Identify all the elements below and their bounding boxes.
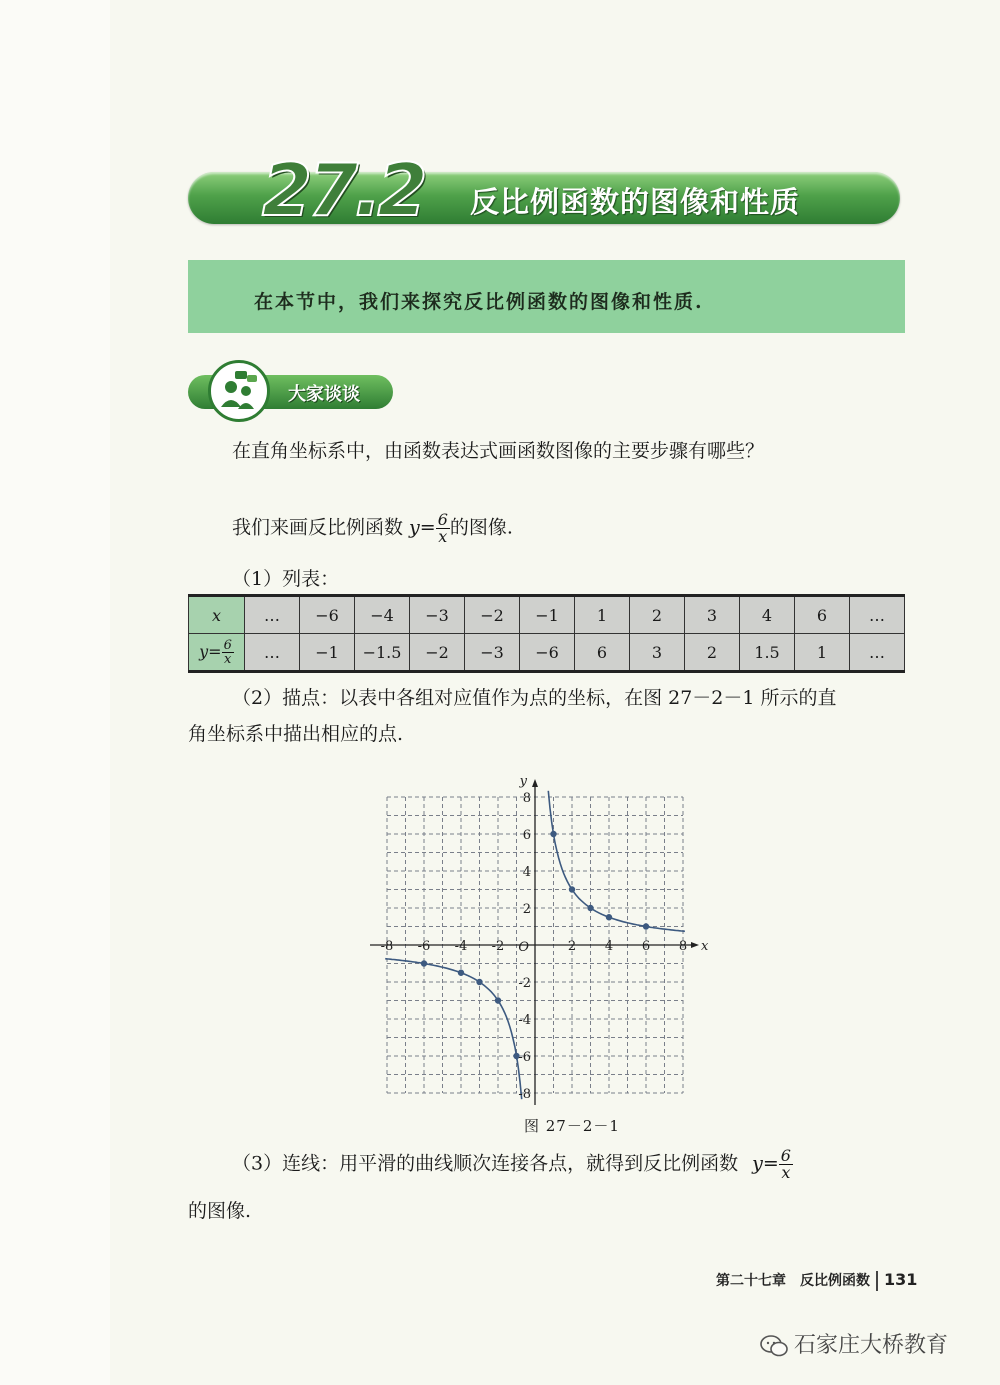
lead-denominator: x <box>438 527 448 546</box>
table-cell-x-8: 3 <box>685 596 740 634</box>
data-point <box>476 979 482 985</box>
step3-line2: 的图像. <box>188 1200 252 1222</box>
table-row-x <box>189 596 905 634</box>
x-axis-label: x <box>701 939 709 954</box>
lead-fraction <box>436 512 450 545</box>
table-cell-y-1: −1 <box>300 634 355 672</box>
footer-divider <box>876 1271 878 1291</box>
x-tick-label: 2 <box>567 939 577 954</box>
step3-text: （3）连线：用平滑的曲线顺次连接各点，就得到反比例函数 <box>232 1152 739 1175</box>
y-tick-label: -8 <box>518 1087 531 1102</box>
lead-sentence <box>232 512 513 545</box>
lead-before: 我们来画反比例函数 <box>232 516 410 539</box>
table-header-x: x <box>189 596 245 634</box>
page-footer <box>716 1270 917 1291</box>
intro-box <box>188 260 905 333</box>
data-point <box>606 914 612 920</box>
table-cell-x-2: −4 <box>355 596 410 634</box>
step3-line1 <box>232 1148 793 1181</box>
x-tick-label: -6 <box>417 939 431 954</box>
step3-numerator: 6 <box>780 1146 791 1165</box>
y-tick-label: 2 <box>522 902 531 917</box>
table-cell-y-9: 1.5 <box>740 634 795 672</box>
y-tick-label: -2 <box>518 976 531 991</box>
table-cell-x-11: … <box>850 596 905 634</box>
x-axis-arrow <box>691 942 699 948</box>
data-point <box>550 831 556 837</box>
step3-denominator: x <box>781 1163 791 1182</box>
table-cell-x-3: −3 <box>410 596 465 634</box>
table-cell-x-0: … <box>245 596 300 634</box>
section-number: 27.2 <box>262 148 424 232</box>
table-cell-x-10: 6 <box>795 596 850 634</box>
table-row-y <box>189 634 905 672</box>
discuss-label: 大家谈谈 <box>288 384 360 405</box>
lead-numerator: 6 <box>437 510 448 529</box>
x-tick-label: -8 <box>380 939 394 954</box>
y-tick-label: -4 <box>518 1013 531 1028</box>
table-cell-y-0: … <box>245 634 300 672</box>
table-y-lhs: y= <box>199 641 222 661</box>
step2-line2: 角坐标系中描出相应的点. <box>188 723 404 745</box>
x-tick-label: -4 <box>454 939 468 954</box>
lead-after: 的图像. <box>449 516 513 539</box>
value-table <box>188 594 905 673</box>
table-cell-y-2: −1.5 <box>355 634 410 672</box>
x-tick-label: 4 <box>604 939 614 954</box>
x-tick-label: -2 <box>491 939 505 954</box>
step3-fraction <box>779 1148 793 1181</box>
discuss-people-icon <box>208 360 270 422</box>
data-point <box>495 997 501 1003</box>
table-y-fraction <box>222 639 234 666</box>
x-tick-label: 6 <box>641 939 651 954</box>
data-point <box>587 905 593 911</box>
origin-label: O <box>518 940 529 955</box>
data-point <box>421 960 427 966</box>
intro-text: 在本节中，我们来探究反比例函数的图像和性质. <box>254 291 704 313</box>
watermark <box>760 1328 948 1359</box>
table-cell-y-4: −3 <box>465 634 520 672</box>
table-cell-y-3: −2 <box>410 634 465 672</box>
table-cell-x-6: 1 <box>575 596 630 634</box>
table-cell-x-9: 4 <box>740 596 795 634</box>
step2-line1: （2）描点：以表中各组对应值作为点的坐标，在图 27－2－1 所示的直 <box>232 687 837 709</box>
footer-chapter: 第二十七章 反比例函数 <box>716 1273 870 1289</box>
table-cell-y-7: 3 <box>630 634 685 672</box>
x-tick-label: 8 <box>678 939 688 954</box>
y-tick-label: 6 <box>522 828 531 843</box>
step1-label: （1）列表： <box>232 568 340 590</box>
tick-labels <box>381 774 709 1102</box>
table-cell-x-1: −6 <box>300 596 355 634</box>
discuss-question: 在直角坐标系中，由函数表达式画函数图像的主要步骤有哪些？ <box>232 440 765 462</box>
table-cell-y-6: 6 <box>575 634 630 672</box>
watermark-text: 石家庄大桥教育 <box>794 1333 949 1358</box>
y-axis-label: y <box>519 774 527 789</box>
table-cell-y-10: 1 <box>795 634 850 672</box>
page-number: 131 <box>884 1270 918 1289</box>
table-cell-x-5: −1 <box>520 596 575 634</box>
lead-func-lhs: y= <box>409 516 436 539</box>
table-y-numerator: 6 <box>223 637 232 653</box>
table-cell-x-7: 2 <box>630 596 685 634</box>
data-point <box>643 923 649 929</box>
table-cell-y-5: −6 <box>520 634 575 672</box>
y-tick-label: -6 <box>518 1050 531 1065</box>
y-axis-arrow <box>532 779 538 787</box>
step3-func-lhs: y= <box>752 1152 779 1175</box>
data-point <box>569 886 575 892</box>
table-y-denominator: x <box>224 651 232 667</box>
table-header-y <box>189 634 245 672</box>
table-cell-x-4: −2 <box>465 596 520 634</box>
coordinate-chart <box>370 765 720 1105</box>
data-point <box>458 970 464 976</box>
table-cell-y-8: 2 <box>685 634 740 672</box>
wechat-icon <box>760 1335 788 1357</box>
y-tick-label: 8 <box>522 791 531 806</box>
figure-caption: 图 27－2－1 <box>524 1117 620 1135</box>
y-tick-label: 4 <box>522 865 531 880</box>
table-cell-y-11: … <box>850 634 905 672</box>
section-title: 反比例函数的图像和性质 <box>470 185 801 219</box>
